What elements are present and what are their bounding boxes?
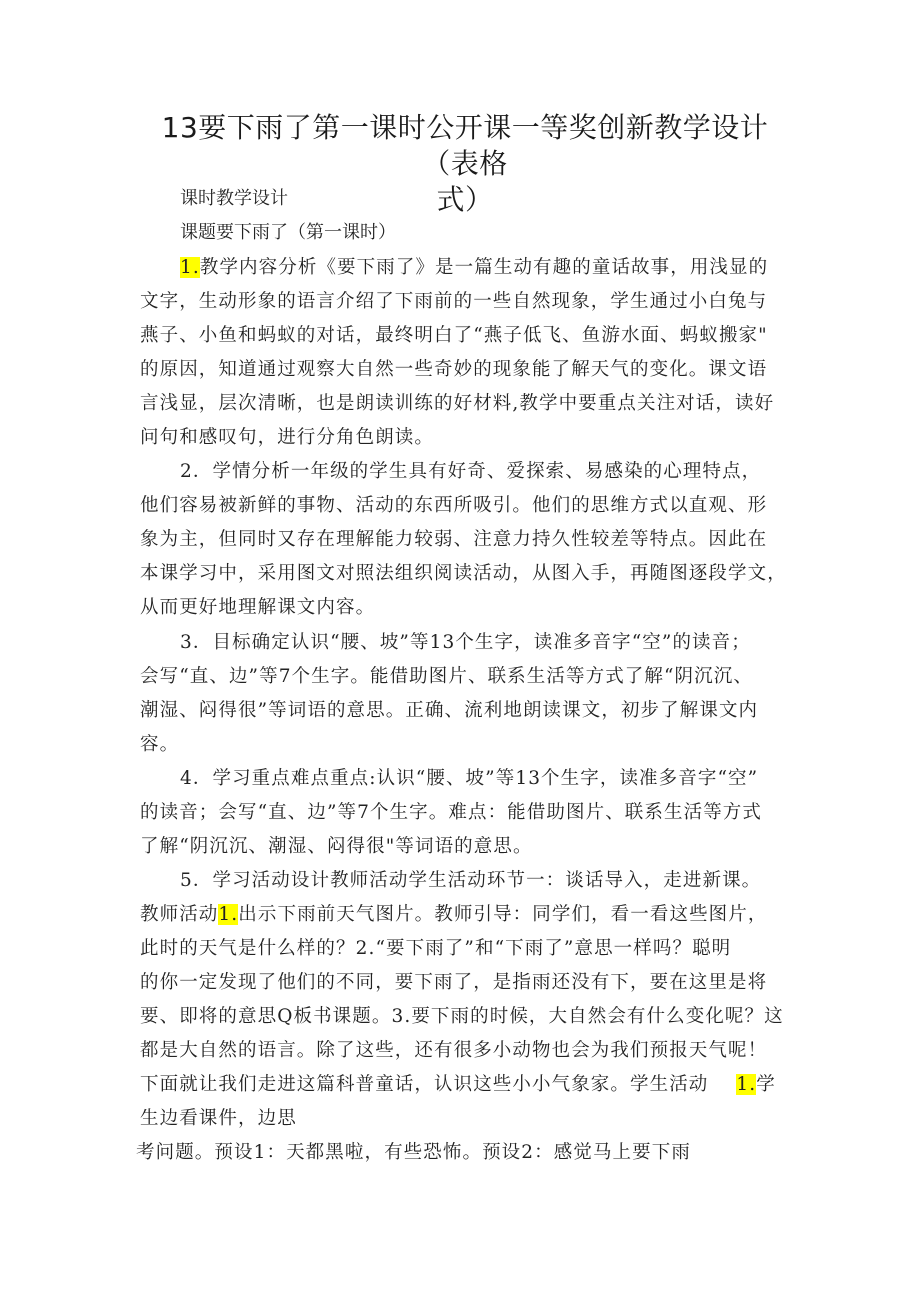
paragraph-line: 的读音；会写“直、边”等7个生字。难点：能借助图片、联系生活等方式	[140, 802, 762, 823]
paragraph-line: 要、即将的意思Q板书课题。3.要下雨的时候，大自然会有什么变化呢？这	[140, 1006, 784, 1027]
highlight-marker: 1.	[736, 1074, 757, 1095]
lesson-title: 课题要下雨了（第一课时）	[180, 222, 396, 243]
paragraph-line: 考问题。预设1：天都黑啦，有些恐怖。预设2：感觉马上要下雨	[136, 1142, 691, 1163]
paragraph-line: 4．学习重点难点重点:认识“腰、坡”等13个生字，读准多音字“空”	[180, 768, 759, 789]
highlight-marker: 1.	[180, 257, 200, 278]
paragraph-line: 容。	[140, 734, 180, 755]
paragraph-content-analysis	[140, 251, 800, 455]
paragraph-key-points	[140, 762, 800, 864]
paragraph-line: 从而更好地理解课文内容。	[140, 597, 376, 618]
paragraph-line: 此时的天气是什么样的？2.“要下雨了”和“下雨了”意思一样吗？聪明	[140, 938, 732, 959]
paragraph-line: 的你一定发现了他们的不同，要下雨了，是指雨还没有下，要在这里是将	[140, 972, 768, 993]
paragraph-goals	[140, 626, 800, 762]
paragraph-line: 了解“阴沉沉、潮湿、闷得很"等词语的意思。	[140, 836, 533, 857]
paragraph-line: 他们容易被新鲜的事物、活动的东西所吸引。他们的思维方式以直观、形	[140, 495, 768, 516]
paragraph-line: 文字，生动形象的语言介绍了下雨前的一些自然现象，学生通过小白兔与	[140, 291, 768, 312]
paragraph-activity-design	[140, 864, 800, 1136]
paragraph-line: 会写“直、边”等7个生字。能借助图片、联系生活等方式了解“阴沉沉、	[140, 666, 753, 687]
paragraph-line: 言浅显，层次清晰，也是朗读训练的好材料,教学中要重点关注对话，读好	[140, 393, 775, 414]
title-line-2: 式）	[436, 183, 494, 216]
paragraph-line: 的原因，知道通过观察大自然一些奇妙的现象能了解天气的变化。课文语	[140, 359, 768, 380]
paragraph-line: 本课学习中，采用图文对照法组织阅读活动，从图入手，再随图逐段学文，	[140, 563, 787, 584]
title-line-1: 13要下雨了第一课时公开课一等奖创新教学设计（表格	[161, 111, 769, 180]
highlight-marker: 1.	[218, 904, 239, 925]
paragraph-line: 问句和感叹句，进行分角色朗读。	[140, 427, 435, 448]
paragraph-line: 燕子、小鱼和蚂蚁的对话，最终明白了“燕子低飞、鱼游水面、蚂蚁搬家"	[140, 325, 768, 346]
paragraph-line: 教师活动1.出示下雨前天气图片。教师引导：同学们，看一看这些图片，	[140, 904, 768, 925]
subtitle: 课时教学设计	[180, 188, 288, 209]
paragraph-line: 3．目标确定认识“腰、坡”等13个生字，读准多音字“空”的读音；	[180, 632, 751, 653]
paragraph-line: 象为主，但同时又存在理解能力较弱、注意力持久性较差等特点。因此在	[140, 529, 768, 550]
paragraph-line: 5．学习活动设计教师活动学生活动环节一：谈话导入，走进新课。	[180, 870, 762, 891]
paragraph-learner-analysis	[140, 455, 800, 625]
paragraph-continuation	[136, 1136, 796, 1170]
paragraph-line: 都是大自然的语言。除了这些，还有很多小动物也会为我们预报天气呢！	[140, 1040, 768, 1061]
paragraph-line: 生边看课件，边思	[140, 1108, 297, 1129]
paragraph-line: 潮湿、闷得很”等词语的意思。正确、流利地朗读课文，初步了解课文内	[140, 700, 759, 721]
paragraph-line: 下面就让我们走进这篇科普童话，认识这些小小气象家。学生活动 1.学	[140, 1074, 776, 1095]
paragraph-line: 1.教学内容分析《要下雨了》是一篇生动有趣的童话故事，用浅显的	[180, 257, 769, 278]
paragraph-line: 2．学情分析一年级的学生具有好奇、爱探索、易感染的心理特点，	[180, 461, 762, 482]
